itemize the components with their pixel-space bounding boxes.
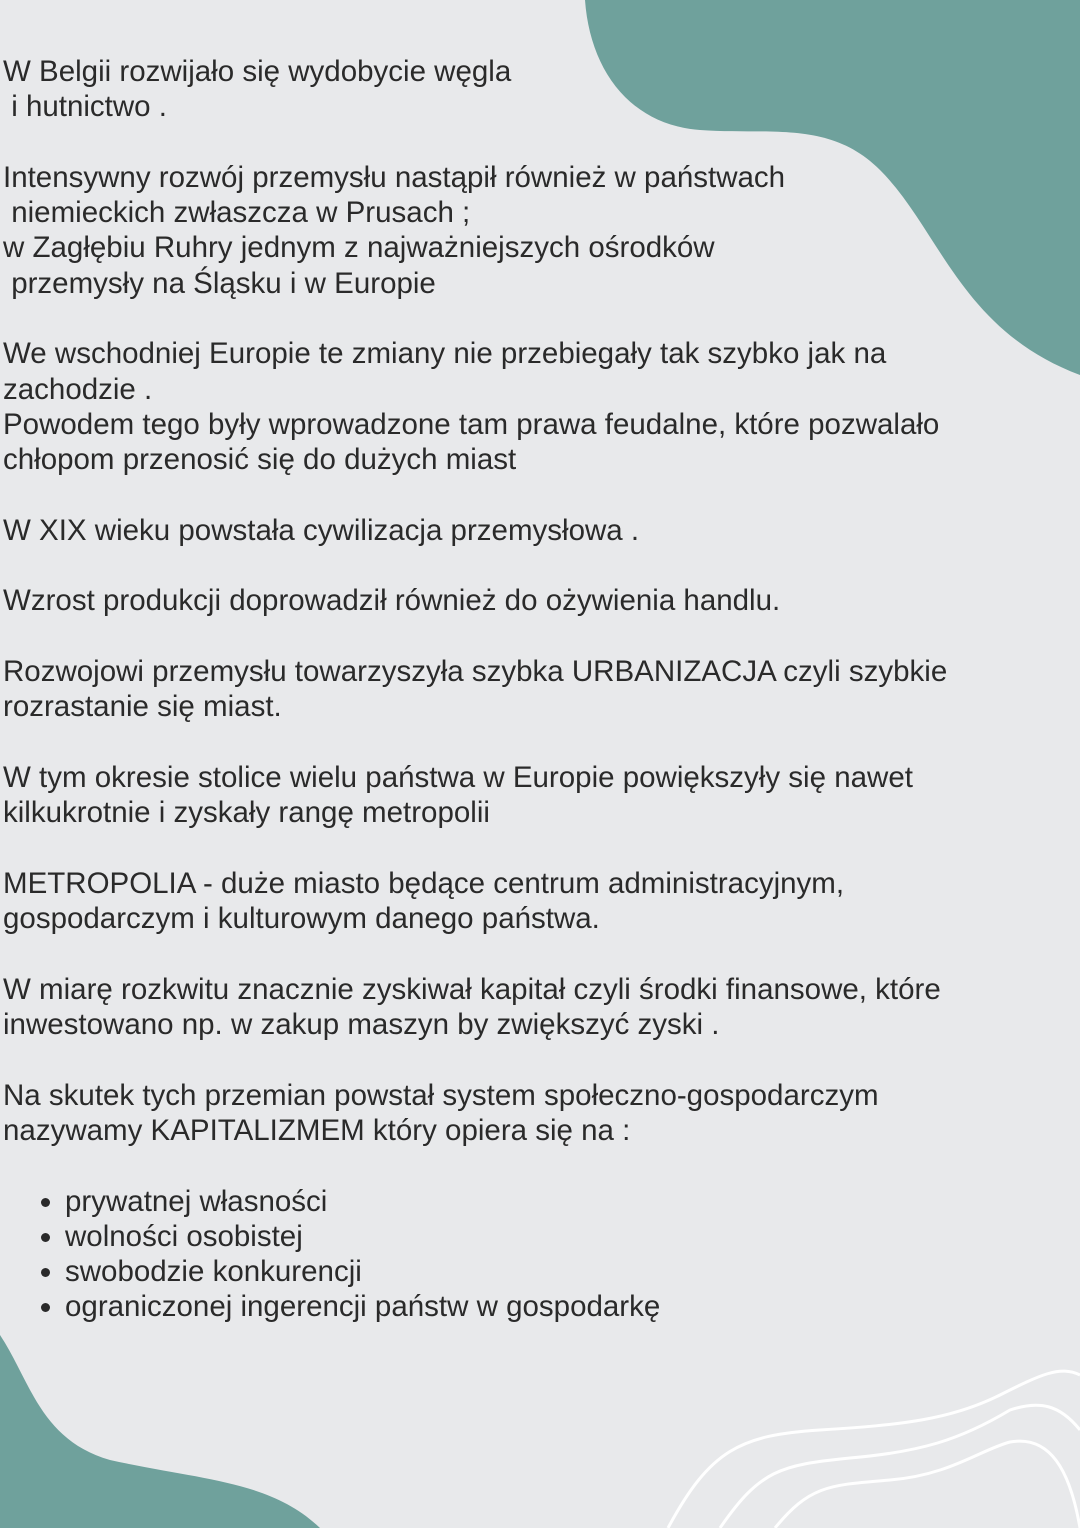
paragraph bbox=[3, 583, 1078, 618]
text-line: zachodzie . bbox=[3, 372, 153, 406]
text-line: Powodem tego były wprowadzone tam prawa feudalne, które pozwalało bbox=[3, 407, 940, 441]
bullet-list bbox=[3, 1184, 1078, 1325]
text-line: nazywamy KAPITALIZMEM który opiera się na : bbox=[3, 1113, 631, 1147]
text-line: Intensywny rozwój przemysłu nastąpił również w państwach bbox=[3, 160, 786, 194]
text-line: rozrastanie się miast. bbox=[3, 690, 282, 724]
text-line: Rozwojowi przemysłu towarzyszyła szybka URBANIZACJA czyli szybkie bbox=[3, 655, 948, 689]
paragraph bbox=[3, 336, 1078, 477]
text-line: W Belgii rozwijało się wydobycie węgla bbox=[3, 55, 512, 88]
text-line: Wzrost produkcji doprowadził również do ożywienia handlu. bbox=[3, 584, 781, 618]
text-line: W XIX wieku powstała cywilizacja przemysłowa . bbox=[3, 513, 640, 547]
text-line: W tym okresie stolice wielu państwa w Europie powiększyły się nawet bbox=[3, 760, 913, 794]
list-item: • ograniczonej ingerencji państw w gospodarkę bbox=[65, 1289, 1078, 1324]
paragraph bbox=[3, 513, 1078, 548]
list-item: • prywatnej własności bbox=[65, 1184, 1078, 1219]
list-item: • swobodzie konkurencji bbox=[65, 1254, 1078, 1289]
text-line: inwestowano np. w zakup maszyn by zwiększyć zyski . bbox=[3, 1008, 720, 1042]
bottom-right-wave-lines bbox=[668, 1371, 1080, 1528]
paragraph bbox=[3, 654, 1078, 725]
text-line: Na skutek tych przemian powstał system społeczno-gospodarczym bbox=[3, 1078, 879, 1112]
paragraph bbox=[3, 760, 1078, 831]
paragraph bbox=[3, 54, 1078, 125]
paragraph bbox=[3, 1078, 1078, 1149]
paragraph bbox=[3, 160, 1078, 301]
document-body bbox=[3, 54, 1078, 1325]
text-line: METROPOLIA - duże miasto będące centrum administracyjnym, bbox=[3, 866, 845, 900]
text-line: niemieckich zwłaszcza w Prusach ; bbox=[3, 196, 471, 230]
text-line: gospodarczym i kulturowym danego państwa. bbox=[3, 902, 600, 936]
paragraph bbox=[3, 866, 1078, 937]
text-line: W miarę rozkwitu znacznie zyskiwał kapitał czyli środki finansowe, które bbox=[3, 972, 941, 1006]
text-line: i hutnictwo . bbox=[3, 90, 167, 124]
text-line: w Zagłębiu Ruhry jednym z najważniejszych ośrodków bbox=[3, 231, 715, 265]
text-line: kilkukrotnie i zyskały rangę metropolii bbox=[3, 796, 490, 830]
paragraph bbox=[3, 972, 1078, 1043]
text-line: przemysły na Śląsku i w Europie bbox=[3, 266, 436, 300]
text-line: chłopom przenosić się do dużych miast bbox=[3, 443, 517, 477]
bottom-left-blob bbox=[0, 1335, 320, 1528]
text-line: We wschodniej Europie te zmiany nie przebiegały tak szybko jak na bbox=[3, 337, 887, 371]
list-item: • wolności osobistej bbox=[65, 1219, 1078, 1254]
